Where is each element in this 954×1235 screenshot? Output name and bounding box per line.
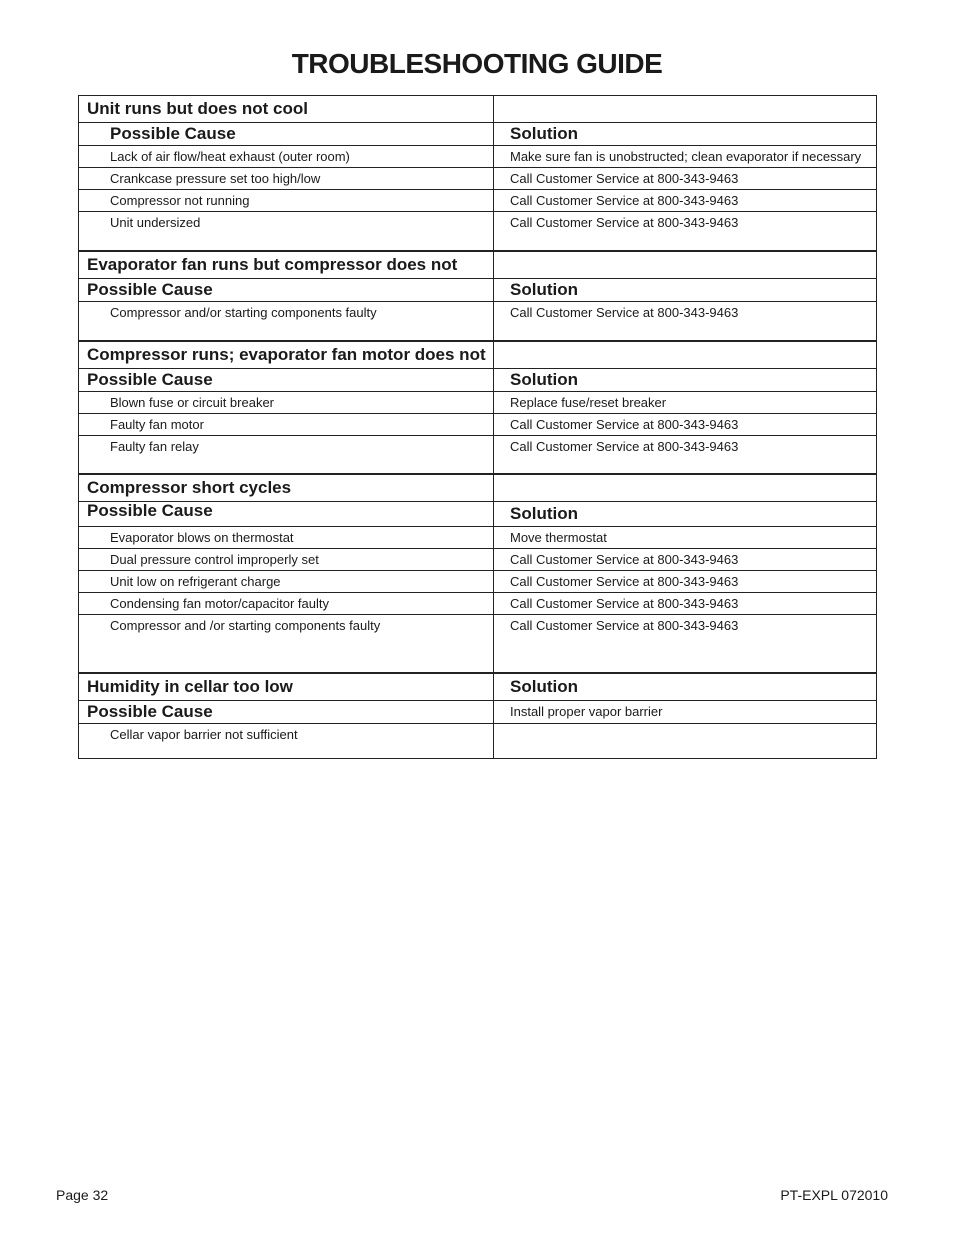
table-row (79, 549, 877, 571)
cause-cell: Cellar vapor barrier not sufficient (79, 724, 494, 759)
table-row (79, 527, 877, 549)
section-heading-row (79, 341, 877, 369)
solution-header: Solution (494, 502, 877, 527)
cause-cell: Evaporator blows on thermostat (79, 527, 494, 549)
solution-cell: Replace fuse/reset breaker (494, 392, 877, 414)
solution-header: Solution (494, 279, 877, 302)
cause-cell: Dual pressure control improperly set (79, 549, 494, 571)
section-heading: Unit runs but does not cool (79, 96, 494, 123)
section-heading-blank (494, 96, 877, 123)
cause-header: Possible Cause (79, 502, 494, 527)
column-header-row (79, 369, 877, 392)
troubleshooting-table (78, 95, 877, 759)
cause-header: Possible Cause (79, 279, 494, 302)
section-heading-blank (494, 474, 877, 502)
table-row (79, 392, 877, 414)
column-header-row (79, 123, 877, 146)
section-heading-blank (494, 341, 877, 369)
solution-cell: Call Customer Service at 800-343-9463 (494, 190, 877, 212)
table-row (79, 615, 877, 674)
cause-cell: Compressor and/or starting components faulty (79, 302, 494, 342)
table-row (79, 414, 877, 436)
solution-cell-blank (494, 724, 877, 759)
table-row (79, 724, 877, 759)
table-row (79, 190, 877, 212)
cause-header: Possible Cause (79, 369, 494, 392)
table-row (79, 168, 877, 190)
section-heading-row (79, 474, 877, 502)
solution-cell: Call Customer Service at 800-343-9463 (494, 549, 877, 571)
table-row (79, 571, 877, 593)
solution-cell: Call Customer Service at 800-343-9463 (494, 615, 877, 674)
cause-cell: Lack of air flow/heat exhaust (outer room) (79, 146, 494, 168)
solution-cell: Install proper vapor barrier (494, 701, 877, 724)
solution-header: Solution (494, 673, 877, 701)
cause-cell: Condensing fan motor/capacitor faulty (79, 593, 494, 615)
table-row (79, 593, 877, 615)
table-row (79, 302, 877, 342)
solution-cell: Call Customer Service at 800-343-9463 (494, 302, 877, 342)
section-heading: Evaporator fan runs but compressor does not (79, 251, 494, 279)
cause-cell: Compressor and /or starting components faulty (79, 615, 494, 674)
section-heading-row (79, 673, 877, 701)
solution-header: Solution (494, 369, 877, 392)
column-header-row (79, 279, 877, 302)
solution-cell: Call Customer Service at 800-343-9463 (494, 571, 877, 593)
section-heading-blank (494, 251, 877, 279)
cause-header: Possible Cause (79, 123, 494, 146)
section-heading: Compressor runs; evaporator fan motor does not (79, 341, 494, 369)
solution-cell: Call Customer Service at 800-343-9463 (494, 593, 877, 615)
cause-cell: Compressor not running (79, 190, 494, 212)
section-heading: Humidity in cellar too low (79, 673, 494, 701)
section-heading-row (79, 251, 877, 279)
table-row (79, 436, 877, 475)
solution-cell: Call Customer Service at 800-343-9463 (494, 168, 877, 190)
page-title: TROUBLESHOOTING GUIDE (291, 48, 663, 79)
column-header-row (79, 701, 877, 724)
section-heading-row (79, 96, 877, 123)
cause-cell: Crankcase pressure set too high/low (79, 168, 494, 190)
cause-cell: Unit undersized (79, 212, 494, 252)
solution-cell: Move thermostat (494, 527, 877, 549)
page-number: Page 32 (56, 1187, 109, 1203)
table-row (79, 212, 877, 252)
solution-cell: Call Customer Service at 800-343-9463 (494, 212, 877, 252)
solution-cell: Call Customer Service at 800-343-9463 (494, 436, 877, 475)
column-header-row (79, 502, 877, 527)
document-code: PT-EXPL 072010 (780, 1187, 888, 1203)
solution-cell: Make sure fan is unobstructed; clean evaporator if necessary (494, 146, 877, 168)
solution-header: Solution (494, 123, 877, 146)
cause-header: Possible Cause (79, 701, 494, 724)
cause-cell: Faulty fan relay (79, 436, 494, 475)
cause-cell: Unit low on refrigerant charge (79, 571, 494, 593)
section-heading: Compressor short cycles (79, 474, 494, 502)
table-row (79, 146, 877, 168)
cause-cell: Faulty fan motor (79, 414, 494, 436)
solution-cell: Call Customer Service at 800-343-9463 (494, 414, 877, 436)
cause-cell: Blown fuse or circuit breaker (79, 392, 494, 414)
